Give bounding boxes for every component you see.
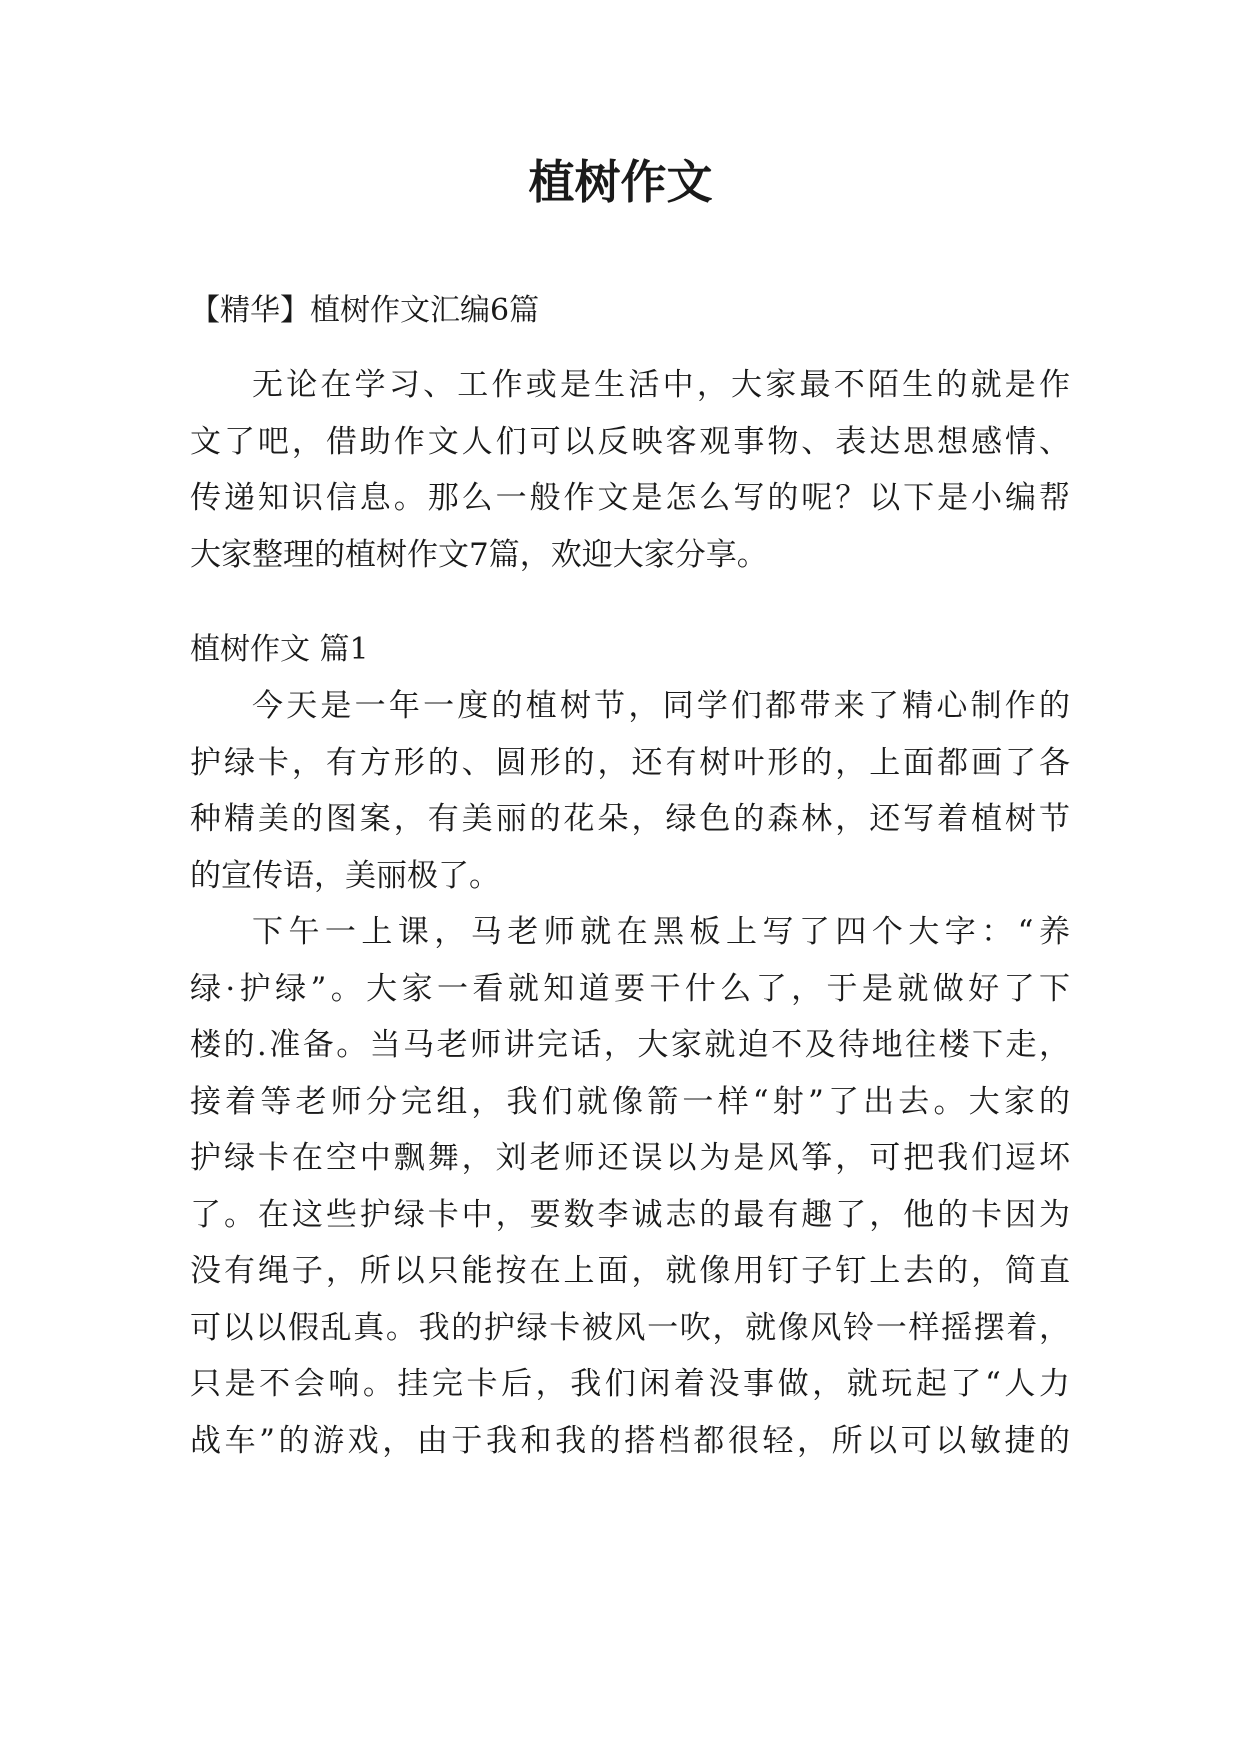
paragraph-line: 种精美的图案，有美丽的花朵，绿色的森林，还写着植树节 xyxy=(190,801,1070,837)
document-subtitle: 【精华】植树作文汇编6篇 xyxy=(190,293,540,328)
paragraph-line: 战车”的游戏，由于我和我的搭档都很轻，所以可以敏捷的 xyxy=(190,1423,1070,1459)
paragraph-line: 楼的.准备。当马老师讲完话，大家就迫不及待地往楼下走， xyxy=(190,1027,1070,1063)
paragraph-line: 了。在这些护绿卡中，要数李诚志的最有趣了，他的卡因为 xyxy=(190,1197,1070,1233)
paragraph-line: 没有绳子，所以只能按在上面，就像用钉子钉上去的，简直 xyxy=(190,1253,1070,1289)
paragraph-line: 下午一上课，马老师就在黑板上写了四个大字：“养 xyxy=(252,914,1070,950)
paragraph-line: 接着等老师分完组，我们就像箭一样“射”了出去。大家的 xyxy=(190,1084,1070,1120)
paragraph-line: 绿·护绿”。大家一看就知道要干什么了，于是就做好了下 xyxy=(190,971,1070,1007)
intro-line: 大家整理的植树作文7篇，欢迎大家分享。 xyxy=(190,537,768,573)
paragraph-line: 今天是一年一度的植树节，同学们都带来了精心制作的 xyxy=(252,688,1070,724)
intro-line: 无论在学习、工作或是生活中，大家最不陌生的就是作 xyxy=(252,367,1070,403)
paragraph-line: 只是不会响。挂完卡后，我们闲着没事做，就玩起了“人力 xyxy=(190,1366,1070,1402)
paragraph-line: 护绿卡，有方形的、圆形的，还有树叶形的，上面都画了各 xyxy=(190,745,1070,781)
paragraph-line: 的宣传语，美丽极了。 xyxy=(190,858,500,894)
intro-line: 文了吧，借助作文人们可以反映客观事物、表达思想感情、 xyxy=(190,424,1070,460)
paragraph-line: 护绿卡在空中飘舞，刘老师还误以为是风筝，可把我们逗坏 xyxy=(190,1140,1070,1176)
document-title: 植树作文 xyxy=(528,155,713,209)
section-heading: 植树作文 篇1 xyxy=(190,632,369,667)
intro-line: 传递知识信息。那么一般作文是怎么写的呢？以下是小编帮 xyxy=(190,480,1070,516)
paragraph-line: 可以以假乱真。我的护绿卡被风一吹，就像风铃一样摇摆着， xyxy=(190,1310,1070,1346)
